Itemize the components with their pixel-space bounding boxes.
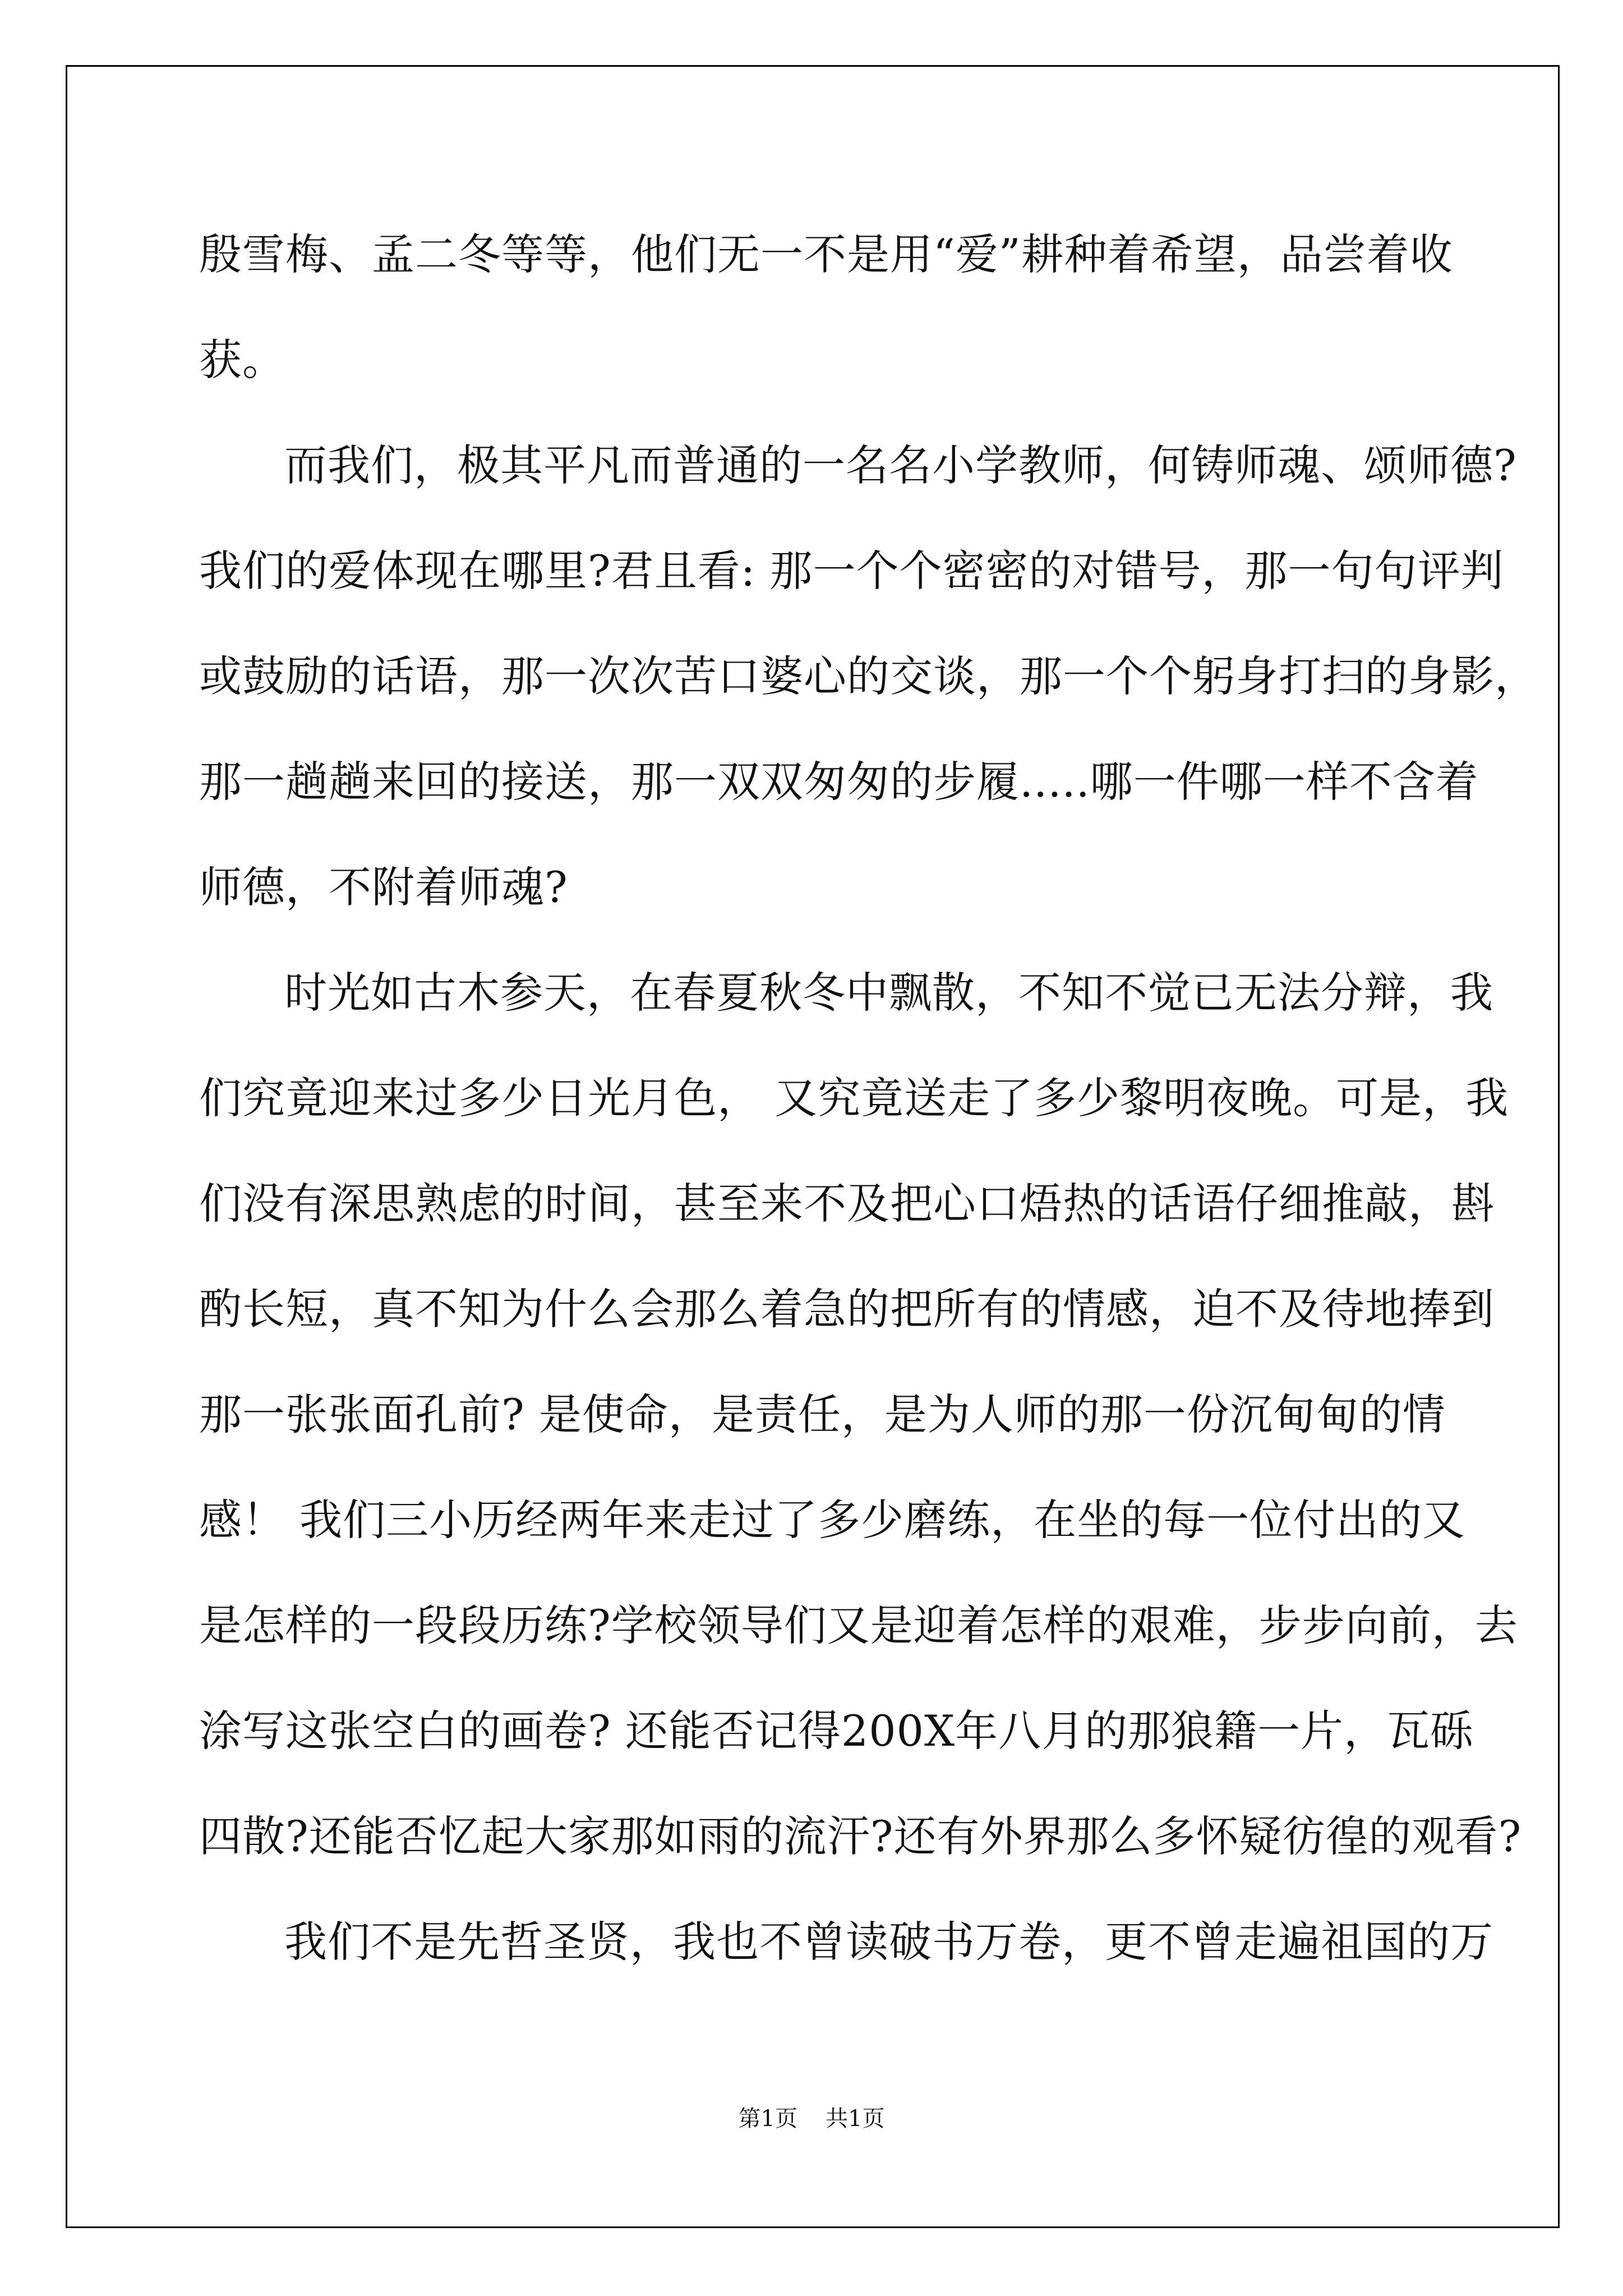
page-number: 第1页 xyxy=(738,2106,797,2132)
text-line: 那一趟趟来回的接送，那一双双匆匆的步履.....哪一件哪一样不含着 xyxy=(199,757,1479,807)
text-line: 涂写这张空白的画卷? 还能否记得200X年八月的那狼籍一片，瓦砾 xyxy=(199,1706,1474,1756)
text-line: 师德，不附着师魂? xyxy=(199,862,568,912)
text-line: 殷雪梅、孟二冬等等，他们无一不是用“爱”耕种着希望，品尝着收 xyxy=(199,229,1453,279)
page-footer xyxy=(0,2101,1623,2133)
text-line: 我们的爱体现在哪里?君且看: 那一个个密密的对错号，那一句句评判 xyxy=(199,546,1504,596)
text-line: 们究竟迎来过多少日光月色， 又究竟送走了多少黎明夜晚。可是，我 xyxy=(199,1073,1509,1123)
text-line: 时光如古木参天，在春夏秋冬中飘散，不知不觉已无法分辩，我 xyxy=(284,968,1493,1018)
text-line: 那一张张面孔前? 是使命，是责任，是为人师的那一份沉甸甸的情 xyxy=(199,1389,1446,1439)
text-line: 酌长短，真不知为什么会那么着急的把所有的情感，迫不及待地捧到 xyxy=(199,1284,1495,1334)
text-line: 感！ 我们三小历经两年来走过了多少磨练，在坐的每一位付出的又 xyxy=(199,1495,1466,1545)
document-body xyxy=(199,202,1538,1995)
text-line: 或鼓励的话语，那一次次苦口婆心的交谈，那一个个躬身打扫的身影， xyxy=(199,651,1538,701)
text-line: 四散?还能否忆起大家那如雨的流汗?还有外界那么多怀疑彷徨的观看? xyxy=(199,1811,1522,1861)
page-total: 共1页 xyxy=(826,2106,885,2132)
text-line: 而我们，极其平凡而普通的一名名小学教师，何铸师魂、颂师德? xyxy=(284,440,1517,490)
text-line: 获。 xyxy=(199,335,285,385)
text-line: 是怎样的一段段历练?学校领导们又是迎着怎样的艰难，步步向前，去 xyxy=(199,1600,1518,1650)
text-line: 们没有深思熟虑的时间，甚至来不及把心口焐热的话语仔细推敲，斟 xyxy=(199,1179,1495,1228)
text-line: 我们不是先哲圣贤，我也不曾读破书万卷，更不曾走遍祖国的万 xyxy=(284,1917,1493,1967)
